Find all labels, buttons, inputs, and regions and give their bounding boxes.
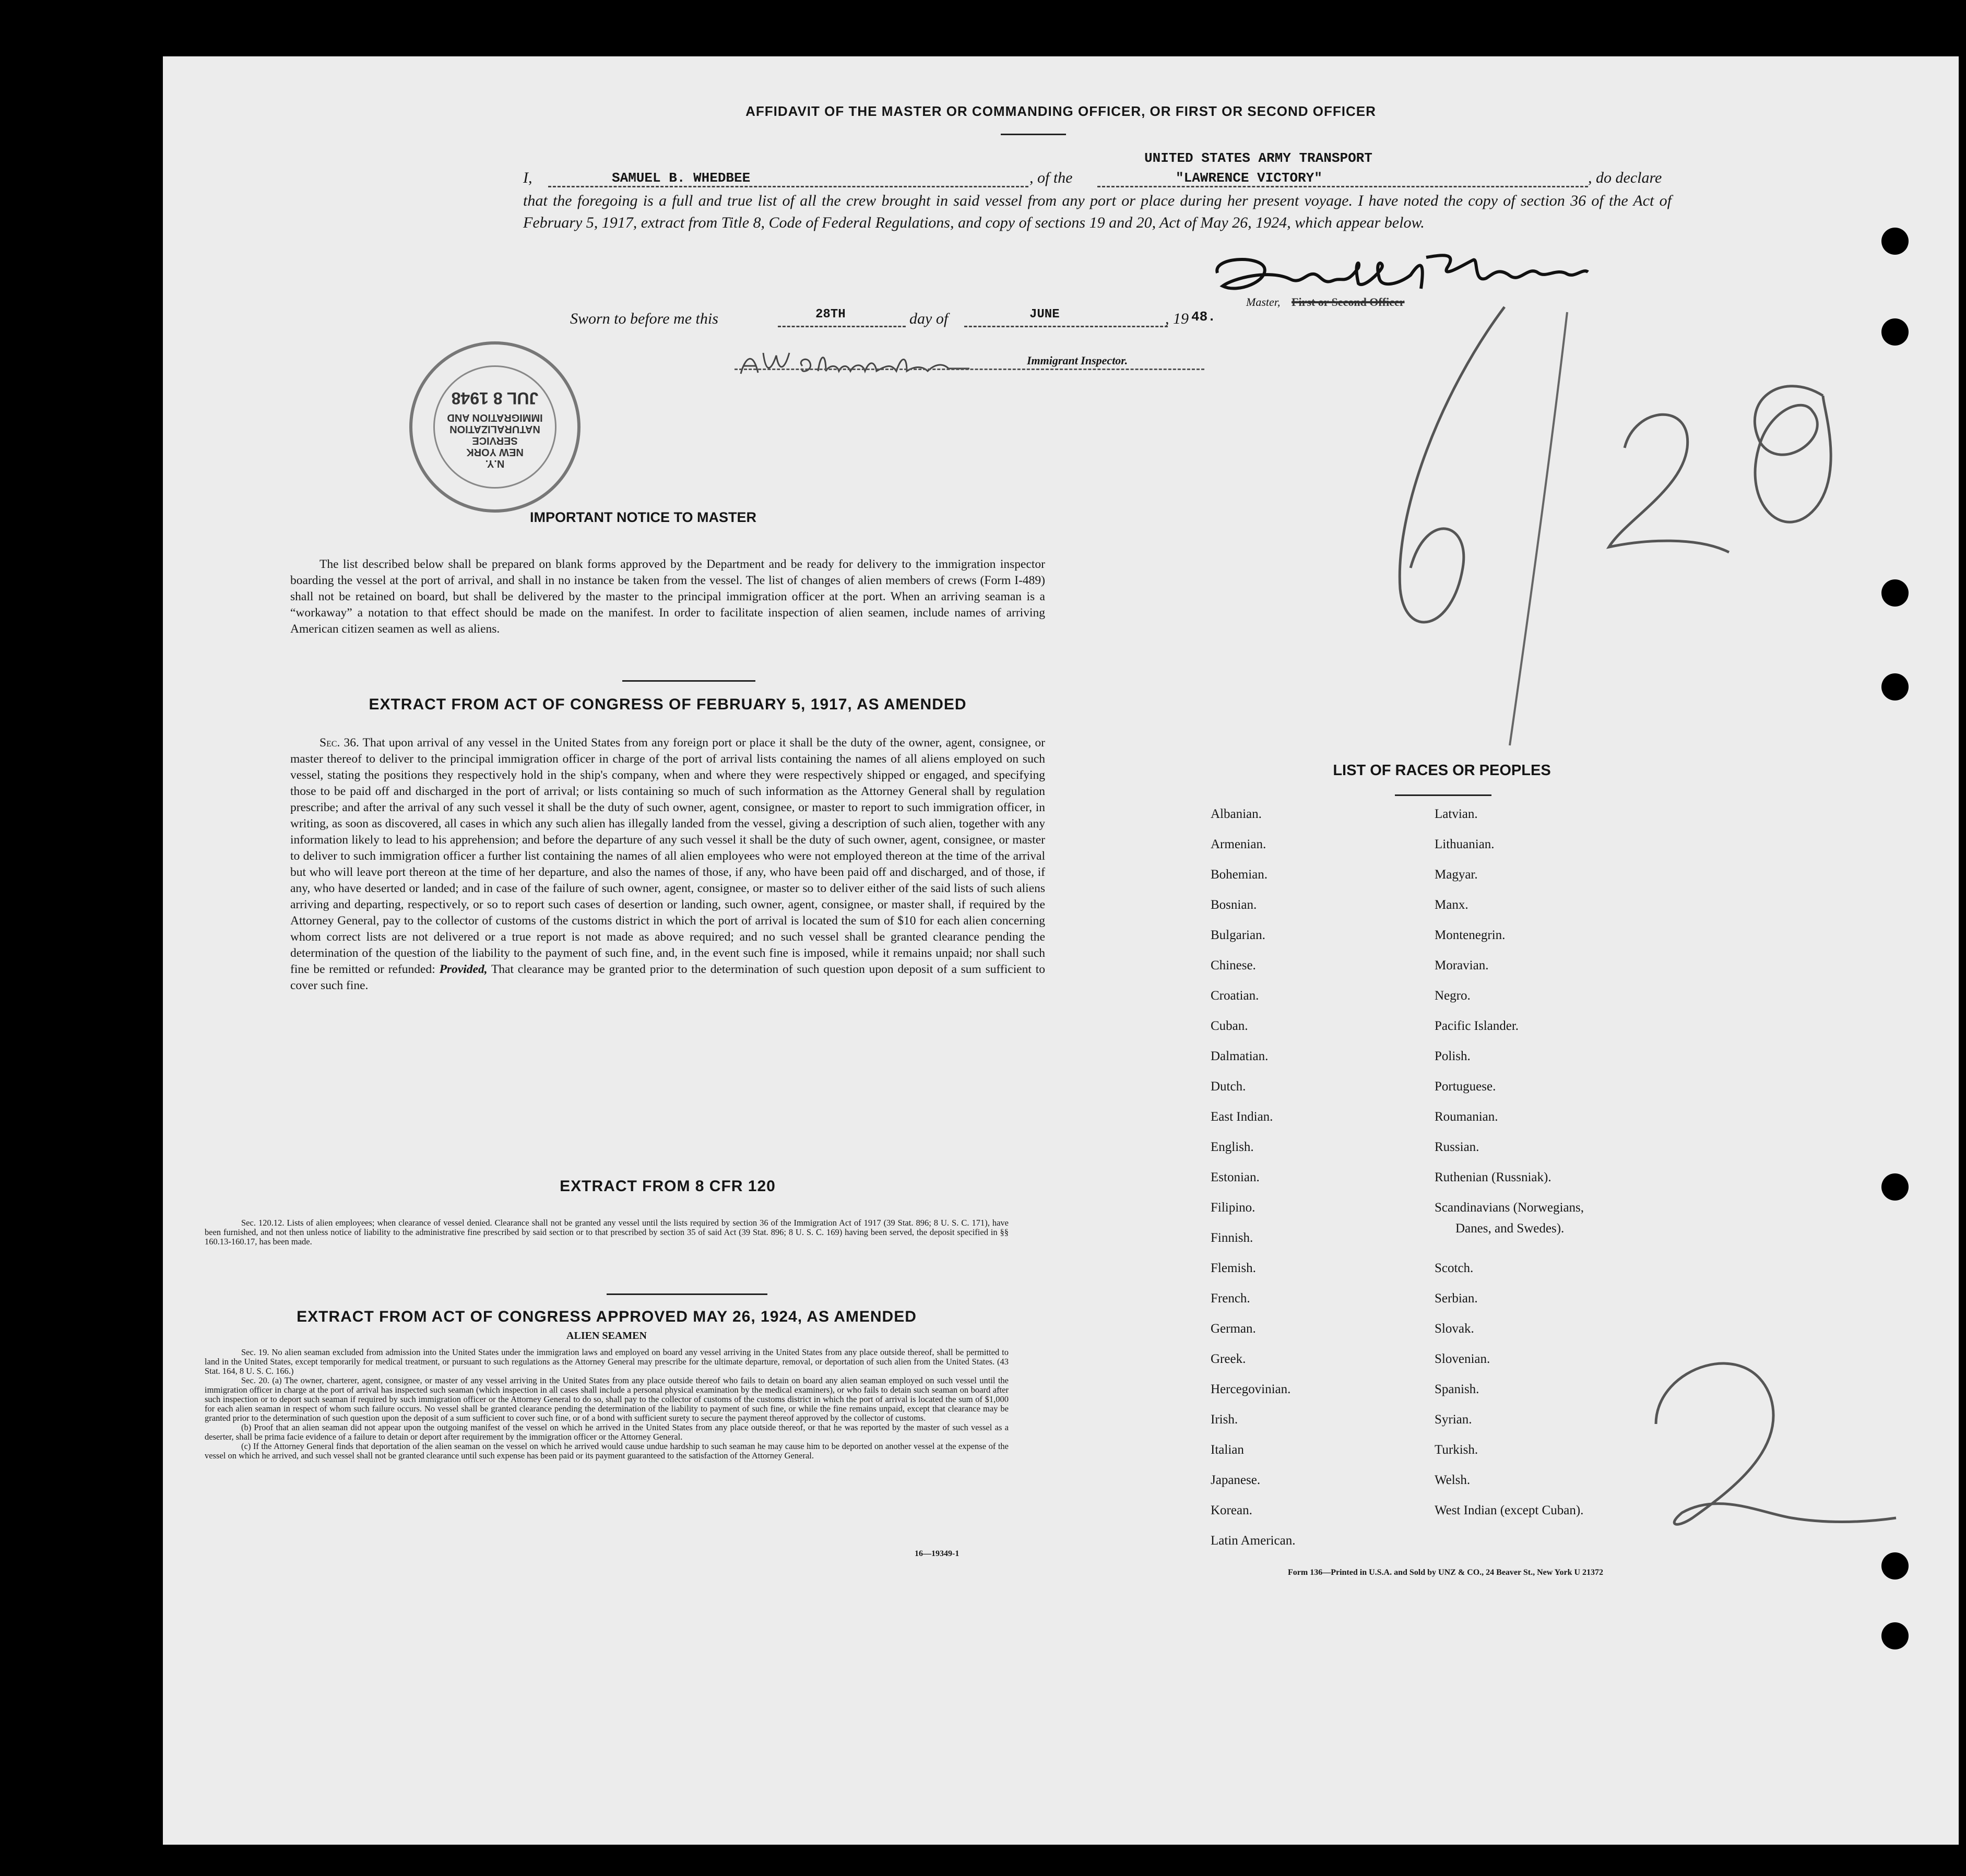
handwritten-page-mark [1625,1179,1938,1544]
stamp-line2: IMMIGRATION AND [447,412,543,423]
race-item: Portuguese. [1435,1079,1496,1094]
race-item: Filipino. [1211,1201,1256,1215]
race-item: Ruthenian (Russniak). [1435,1170,1552,1184]
inspector-label: Immigrant Inspector. [1027,354,1128,367]
sworn-month: JUNE [1029,307,1060,322]
race-item: English. [1211,1140,1254,1154]
sec36-text: That upon arrival of any vessel in the United States from any foreign port or place it shall be the duty of the owner, agent, consignee, or master thereof to deliver to the principal immigration officer in charge of the port of arrival lists containing the names of all aliens employed on such vessel, stating the positions they respectively hold in the ship's company, when and where they were respectively shipped or engaged, and specifying those to be paid off and discharged in the port of arrival; or lists containing so much of such information as the Attorney General shall by regulation prescribe; and after the arrival of any such vessel it shall be the duty of such owner, agent, consignee, or master to report to such immigration officer, in writing, as soon as discovered, all cases in which any such alien has illegally landed from the vessel, giving a description of such alien, together with any information likely to lead to his apprehension; and before the departure of any such vessel it shall be the duty of such owner, agent, consignee, or master to deliver to such immigration officer a further list containing the names of all alien employees who were not employed thereon at the time of the arrival but who will leave port thereon at the time of her departure, and also the names of those, if any, who have been paid off and discharged, and of those, if any, who have deserted or landed; and in case of the failure of such owner, agent, consignee, or master so to deliver either of the said lists of such aliens arriving and departing, respectively, or so to report such cases of desertion or landing, such owner, agent, consignee, or master shall, if required by the Attorney General, pay to the collector of customs of the customs district in which the port of arrival is located the sum of $10 for each alien concerning whom correct lists are not delivered or a true report is not made as above required; and no such vessel shall be granted clearance pending the determination of the question of the liability to the payment of such fine, and, in the event such fine is imposed, while it remains unpaid; nor shall such fine be remitted or refunded: [290,736,1046,976]
race-item: Russian. [1435,1140,1479,1154]
race-item: Polish. [1435,1049,1471,1063]
inspector-signature-line [735,369,1204,370]
race-item: West Indian (except Cuban). [1435,1503,1584,1517]
printer-footer: Form 136—Printed in U.S.A. and Sold by UNZ & CO., 24 Beaver St., New York U 21372 [1288,1568,1604,1577]
race-item: Lithuanian. [1435,837,1495,851]
punch-hole [1881,318,1909,346]
race-item: Scandinavians (Norwegians, [1435,1201,1584,1215]
race-item: Latin American. [1211,1534,1296,1548]
extract-1917-body [290,735,1045,994]
race-item: Chinese. [1211,958,1256,972]
race-item: Dalmatian. [1211,1049,1269,1063]
punch-hole [1881,673,1909,700]
race-item: Serbian. [1435,1291,1478,1305]
sec20c-text: (c) If the Attorney General finds that deportation of the alien seaman on the vessel on which he arrived would cause undue hardship to such seaman he may cause him to be deported on another vessel at the expense of the vessel on which he arrived, and such vessel shall not be granted clearance until such expense has been paid or its payment guaranteed to the satisfaction of the Attorney General. [205,1441,1009,1461]
sworn-month-field [964,308,1168,327]
race-item: Armenian. [1211,837,1266,851]
sworn-year: 48. [1191,309,1216,325]
races-underline [1395,794,1491,796]
handwritten-date-mark [1364,276,1886,798]
prefix-i: I, [523,169,532,186]
race-item: Magyar. [1435,868,1478,882]
race-item: Roumanian. [1435,1110,1498,1124]
race-item: Cuban. [1211,1019,1248,1033]
race-item: Italian [1211,1443,1244,1457]
vessel-name-field [1097,168,1588,187]
cfr-body: Sec. 120.12. Lists of alien employees; when clearance of vessel denied. Clearance shall not be granted any vessel until the lists required by section 36 of the Immigration Act of 1917 (39 Stat. 896; 8 U. S. C. 171), have been furnished, and not then unless notice of liability to the administrative fine prescribed by said section or to that prescribed by section 35 of said Act (39 Stat. 896; 8 U. S. C. 169) having been served, the deposit specified in §§ 160.13-160.17, has been made. [205,1218,1009,1246]
divider-2 [607,1293,767,1295]
race-item: East Indian. [1211,1110,1273,1124]
alien-seamen-subheading: ALIEN SEAMEN [566,1330,647,1341]
race-item: Irish. [1211,1412,1238,1427]
sworn-day: 28TH [815,307,846,322]
master-name: SAMUEL B. WHEDBEE [612,170,751,186]
declaration-line1 [523,150,1692,189]
race-item: Estonian. [1211,1170,1260,1184]
stamp-line6: N.Y. [485,458,505,469]
race-item: Albanian. [1211,807,1262,821]
race-item: Slovenian. [1435,1352,1490,1366]
punch-hole [1881,1552,1909,1580]
vessel-line2: "LAWRENCE VICTORY" [1176,170,1322,186]
immigration-stamp [409,341,581,513]
struck-officer-text: First or Second Officer [1292,295,1405,308]
stamp-line3: NATURALIZATION [449,423,540,435]
sec19-text: Sec. 19. No alien seaman excluded from admission into the United States under the immigration laws and employed on board any vessel arriving in the United States from any place outside thereof, shall be permitted to land in the United States, except temporarily for medical treatment, or pursuant to such regulations as the Attorney General may prescribe for the ultimate departure, removal, or deportation of such alien from the United States. (43 Stat. 164, 8 U. S. C. 166.) [205,1347,1009,1376]
sec20a-text: Sec. 20. (a) The owner, charterer, agent, consignee, or master of any vessel arriving in the United States from any place outside thereof who fails to detain on board any alien seaman employed on such vessel until the immigration officer in charge at the port of arrival has inspected such seaman (which inspection in all cases shall include a personal physical examination by the medical examiners), or who fails to detain such seaman on board after such inspection or to deport such seaman if required by such immigration officer or the Attorney General to do so, shall pay to the collector of customs of the customs district in which the port of arrival is located the sum of $1,000 for each alien seaman in respect of whom such failure occurs. No vessel shall be granted clearance pending the determination of the liability to payment of such fine, or while the fine remains unpaid, except that clearance may be granted prior to the determination of such question upon the deposit of a sum sufficient to cover such fine, or of a bond with sufficient surety to secure the payment thereof approved by the collector of customs. [205,1375,1009,1423]
cfr-heading: EXTRACT FROM 8 CFR 120 [560,1178,776,1195]
sec36-end: That clearance may be granted prior to the determination of such question upon deposit of a sum sufficient to cover such fine. [290,963,1045,992]
race-item: Japanese. [1211,1473,1261,1487]
race-item: Syrian. [1435,1412,1472,1427]
stamp-date: JUL 8 1948 [451,389,539,408]
stamp-line5: NEW YORK [466,446,524,458]
race-item: Croatian. [1211,989,1259,1003]
race-item: Dutch. [1211,1079,1246,1094]
race-item-scandinavians [1435,1197,1584,1258]
race-item: Turkish. [1435,1443,1478,1457]
race-item: Bohemian. [1211,868,1268,882]
race-item: Greek. [1211,1352,1246,1366]
extract-1924-body [205,1348,1009,1461]
race-item: German. [1211,1322,1256,1336]
race-item: Montenegrin. [1435,928,1506,942]
punch-hole [1881,228,1909,255]
notice-heading: IMPORTANT NOTICE TO MASTER [530,509,756,525]
notice-body: The list described below shall be prepared on blank forms approved by the Department and be ready for delivery to the immigration inspector boarding the vessel at the port of arrival, and shall in no instance be taken from the vessel. The list of changes of alien members of crews (Form I-489) shall not be retained on board, but shall be delivered by the master to the principal immigration officer at the port. When an arriving seaman is a “workaway” a notation to that effect should be made on the manifest. In order to facilitate inspection of alien seamen, include names of arriving American citizen seamen as well as aliens. [290,557,1045,636]
race-item: Spanish. [1435,1382,1479,1396]
race-item: Bosnian. [1211,898,1257,912]
document-page [163,56,1959,1845]
stamp-line4: SERVICE [472,435,518,446]
extract-1924-heading: EXTRACT FROM ACT OF CONGRESS APPROVED MAY 26, 1924, AS AMENDED [297,1308,917,1325]
declaration-body: that the foregoing is a full and true list of all the crew brought in said vessel from any port or place during her present voyage. I have noted the copy of section 36 of the Act of February 5, 1917, extract from Title 8, Code of Federal Regulations, and copy of sections 19 and 20, Act of May 26, 1924, which appear below. [523,192,1672,231]
document-title: AFFIDAVIT OF THE MASTER OR COMMANDING OFFICER, OR FIRST OR SECOND OFFICER [745,103,1376,119]
sworn-line [570,308,1301,330]
races-heading: LIST OF RACES OR PEOPLES [1333,762,1551,779]
race-item-continued: Danes, and Swedes). [1455,1221,1565,1236]
sworn-text: Sworn to before me this [570,310,718,327]
race-item: Pacific Islander. [1435,1019,1519,1033]
race-item: Flemish. [1211,1261,1256,1275]
race-item: Latvian. [1435,807,1478,821]
punch-hole [1881,1173,1909,1201]
inspector-signature [735,342,975,379]
title-underline [1001,134,1066,135]
form-code: 16—19349-1 [915,1549,960,1558]
vessel-line1: UNITED STATES ARMY TRANSPORT [1144,150,1372,166]
do-declare-text: , do declare [1588,169,1662,186]
race-item: Bulgarian. [1211,928,1265,942]
races-right-column [1435,804,1584,1530]
stamp-text [433,365,556,489]
sec36-label: Sec. 36. [319,736,359,750]
race-item: Hercegovinian. [1211,1382,1291,1396]
race-item: Moravian. [1435,958,1489,972]
race-item: Finnish. [1211,1231,1253,1245]
punch-hole [1881,579,1909,607]
race-item: Welsh. [1435,1473,1471,1487]
race-item: Korean. [1211,1503,1252,1517]
day-of-text: day of [909,310,949,327]
race-item: Manx. [1435,898,1468,912]
race-item: Scotch. [1435,1261,1474,1275]
punch-hole [1881,1622,1909,1649]
master-label: Master, [1246,295,1281,308]
races-left-column [1211,804,1295,1561]
race-item: Negro. [1435,989,1471,1003]
provided-text: Provided, [439,963,488,976]
of-the-text: , of the [1029,169,1073,186]
divider-1 [622,680,755,682]
race-item: Slovak. [1435,1322,1474,1336]
race-item: French. [1211,1291,1250,1305]
year-prefix: , 19 [1165,310,1189,327]
sec20b-text: (b) Proof that an alien seaman did not appear upon the outgoing manifest of the vessel on which he arrived in the United States from any place outside thereof, or that he was reported by the master of such vessel as a deserter, shall be prima facie evidence of a failure to detain or deport after requirement by the immigration officer or the Attorney General. [205,1422,1009,1442]
extract-1917-heading: EXTRACT FROM ACT OF CONGRESS OF FEBRUARY 5, 1917, AS AMENDED [369,696,967,713]
